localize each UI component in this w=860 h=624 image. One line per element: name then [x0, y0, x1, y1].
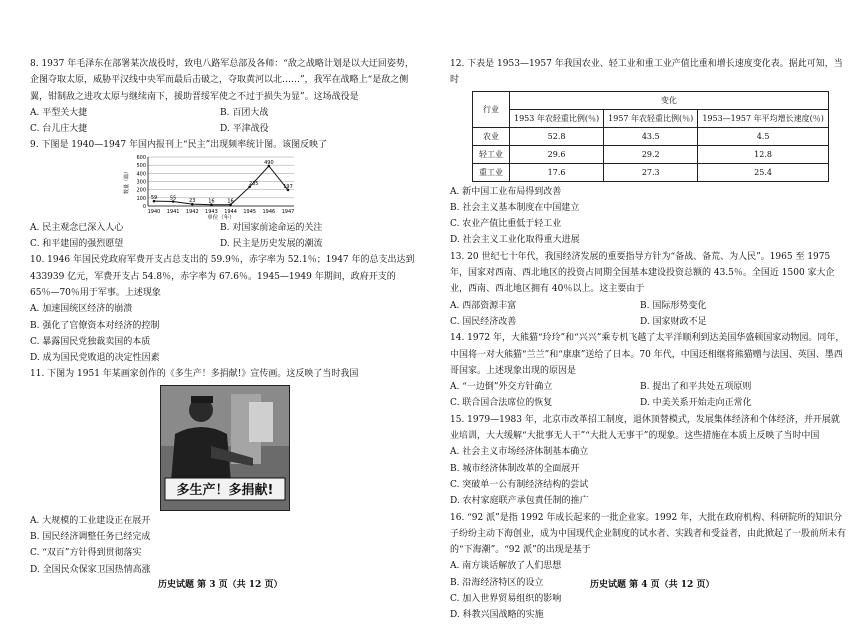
- y-tick-label: 100: [136, 195, 146, 202]
- option-d: D. 国家财政不足: [640, 316, 707, 327]
- x-tick-label: 1946: [262, 208, 276, 215]
- option-a: A. 加速国统区经济的崩溃: [30, 304, 133, 315]
- table-cell: 27.3: [604, 163, 698, 181]
- question-16: [450, 510, 846, 624]
- option-a: A. 新中国工业布局得到改善: [450, 186, 562, 197]
- option-c: C. 和平建国的强烈愿望: [30, 239, 124, 250]
- option-a: A. 南方谈话解放了人们思想: [450, 561, 562, 572]
- question-13: [450, 249, 846, 330]
- table-row-header: 行业: [473, 91, 510, 127]
- y-tick-label: 600: [136, 154, 146, 161]
- option-b: B. 沿海经济特区的设立: [450, 577, 544, 588]
- x-tick-label: 1943: [205, 208, 218, 215]
- left-column: [30, 56, 416, 578]
- table-column-header: 1957 年农轻重比例(％): [604, 109, 698, 127]
- option-a: A. 社会主义市场经济体制基本确立: [450, 447, 589, 458]
- table-row: [473, 145, 829, 163]
- table-cell: 29.2: [604, 145, 698, 163]
- x-tick-label: 1945: [243, 208, 257, 215]
- table-cell: 4.5: [698, 127, 829, 145]
- table-cell: 52.8: [510, 127, 604, 145]
- table-cell: 轻工业: [473, 145, 510, 163]
- y-tick-label: 200: [136, 187, 146, 194]
- table-row: [473, 127, 829, 145]
- line-chart-svg: [122, 154, 342, 220]
- page-footer: 历史试题 第 4 页（共 12 页）: [590, 580, 715, 590]
- data-label: 23: [189, 197, 196, 204]
- question-12: [450, 56, 846, 249]
- table-cell: 29.6: [510, 145, 604, 163]
- table-cell: 43.5: [604, 127, 698, 145]
- option-c: C. 暴露国民党独裁卖国的本质: [30, 336, 151, 347]
- option-b: B. 社会主义基本制度在中国建立: [450, 202, 580, 213]
- data-label: 197: [283, 183, 293, 190]
- option-a: A. 西部资源丰富: [450, 300, 517, 311]
- page-footer: 历史试题 第 3 页（共 12 页）: [158, 580, 283, 590]
- y-axis-label: 数量（篇）: [124, 168, 130, 194]
- option-b: B. 强化了官僚资本对经济的控制: [30, 320, 160, 331]
- question-stem: 9. 下图是 1940—1947 年国内报刊上“民主”出现频率统计图。该图反映了: [30, 140, 328, 151]
- y-tick-label: 400: [136, 171, 146, 178]
- option-c: C. 加入世界贸易组织的影响: [450, 594, 562, 605]
- data-label: 490: [264, 159, 274, 166]
- question-stem: 14. 1972 年，大熊猫“玲玲”和“兴兴”乘专机飞越了太平洋顺利到达美国华盛顿国家动物园。同年，中国将一对大熊猫“兰兰”和“康康”送给了日本。70 年代，中国还相继将熊猫赠与法国、英国、墨西哥国家。上述现象出现的原因是: [450, 333, 845, 376]
- x-axis-label: 单位（年）: [207, 214, 235, 220]
- option-a: A. “一边倒”外交方针确立: [450, 382, 553, 393]
- y-tick-label: 0: [142, 203, 146, 210]
- question-9: [30, 137, 416, 252]
- option-b: B. 城市经济体制改革的全面展开: [450, 463, 580, 474]
- question-stem: 11. 下图为 1951 年某画家创作的《多生产！多捐献!》宣传画。这反映了当时我国: [30, 369, 359, 380]
- data-label: 16: [227, 198, 234, 205]
- option-a: A. 平型关大捷: [30, 107, 88, 118]
- poster-slogan: 多生产！多捐献!: [176, 482, 274, 498]
- option-d: D. 民主是历史发展的潮流: [220, 239, 323, 250]
- y-tick-label: 300: [136, 179, 146, 186]
- option-a: A. 大规模的工业建设正在展开: [30, 515, 151, 526]
- table-group-header: 变化: [510, 91, 829, 109]
- option-c: C. 突破单一公有制经济结构的尝试: [450, 479, 589, 490]
- option-c: C. “双百”方针得到贯彻落实: [30, 548, 142, 559]
- option-d: D. 平津战役: [220, 124, 269, 135]
- poster-illustration: [161, 386, 289, 510]
- option-c: C. 台儿庄大捷: [30, 124, 88, 135]
- left-page: [0, 0, 430, 608]
- x-tick-label: 1942: [185, 208, 199, 215]
- democracy-frequency-chart: [122, 154, 416, 220]
- option-c: C. 农业产值比重低于轻工业: [450, 219, 562, 230]
- option-b: B. 百团大战: [220, 107, 269, 118]
- option-b: B. 对国家前途命运的关注: [220, 222, 323, 233]
- x-tick-label: 1941: [166, 208, 180, 215]
- table-cell: 农业: [473, 127, 510, 145]
- data-label: 235: [248, 180, 259, 187]
- x-tick-label: 1944: [224, 208, 237, 215]
- question-15: [450, 412, 846, 510]
- option-d: D. 农村家庭联产承包責任制的推广: [450, 496, 589, 507]
- table-cell: 重工业: [473, 163, 510, 181]
- option-d: D. 成为国民党败退的决定性因素: [30, 353, 160, 364]
- option-b: B. 国民经济调整任务已经完成: [30, 532, 151, 543]
- question-stem: 10. 1946 年国民党政府军费开支占总支出的 59.9％，赤字率为 52.1％；1947 年的总支出达到 433939 亿元，军费开支占 54.8％，赤字率为 67.6％。1945—1949 年期间，政府开支的 65％—70％用于军事。上述现象: [30, 255, 415, 298]
- data-label: 16: [208, 198, 215, 205]
- table-cell: 17.6: [510, 163, 604, 181]
- question-stem: 12. 下表是 1953—1957 年我国农业、轻工业和重工业产值比重和增长速度变化表。据此可知，当时: [450, 59, 843, 86]
- question-8: [30, 56, 416, 137]
- option-b: B. 提出了和平共处五项原则: [640, 382, 752, 393]
- option-a: A. 民主观念已深入人心: [30, 222, 124, 233]
- question-stem: 16. “92 派”是指 1992 年成长起来的一批企业家。1992 年，大批在政府机构、科研院所的知识分子纷纷主动下海创业，成为中国现代企业制度的试水者、实践者和受益者，由此掀起了一股前所未有的“下海潮”。“92 派”的出现是基于: [450, 512, 847, 556]
- x-tick-label: 1940: [147, 208, 161, 215]
- question-14: [450, 330, 846, 411]
- option-d: D. 中美关系开始走向正常化: [640, 398, 752, 409]
- table-row: [473, 163, 829, 181]
- question-stem: 15. 1979—1983 年，北京市改革招工制度，退休顶替模式，发展集体经济和个体经济，并开展就业培训，大大缓解“大批事无人干”“大批人无事干”的现象。这些措施在本质上反映了当时中国: [450, 414, 840, 442]
- right-column: [450, 56, 846, 624]
- data-label: 59: [150, 194, 158, 201]
- y-tick-label: 500: [136, 162, 146, 169]
- x-tick-label: 1947: [281, 208, 295, 215]
- question-stem: 13. 20 世纪七十年代，我国经济发展的重要指导方针为“备战、备荒、为人民”。1965 至 1975 年，国家对西南、西北地区的投资占同期全国基本建设投资总额的 43.5％。全国近 1500 家大企业，西南、西北地区拥有 40％以上。这主要由于: [450, 251, 835, 295]
- table-column-header: 1953 年农轻重比例(％): [510, 109, 604, 127]
- option-b: B. 国际形势变化: [640, 300, 707, 311]
- option-d: D. 社会主义工业化取得重大进展: [450, 235, 580, 246]
- propaganda-poster-image: [160, 385, 290, 511]
- option-d: D. 全国民众保家卫国热情高涨: [30, 564, 151, 575]
- right-page: [430, 0, 860, 621]
- data-label: 55: [169, 195, 177, 202]
- question-10: [30, 252, 416, 366]
- option-c: C. 国民经济改善: [450, 316, 517, 327]
- table-cell: 12.8: [698, 145, 829, 163]
- question-11: [30, 366, 416, 577]
- table-cell: 25.4: [698, 163, 829, 181]
- option-d: D. 科教兴国战略的实施: [450, 610, 544, 621]
- table-column-header: 1953—1957 年平均增长速度(％): [698, 109, 829, 127]
- question-stem: 8. 1937 年毛泽东在部署某次战役时，致电八路军总部及各师：“敌之战略计划是以大迂回姿势，企图夺取太原，威胁平汉线中央军而最后击破之，夺取黄河以北……”，我军在战略上“是敌之侧翼，钳制敌之进攻太原与继续南下，援助晋绥军使之不过于损失为显”。这场战役是: [30, 59, 414, 102]
- option-c: C. 联合国合法席位的恢复: [450, 398, 553, 409]
- production-table: [472, 91, 829, 182]
